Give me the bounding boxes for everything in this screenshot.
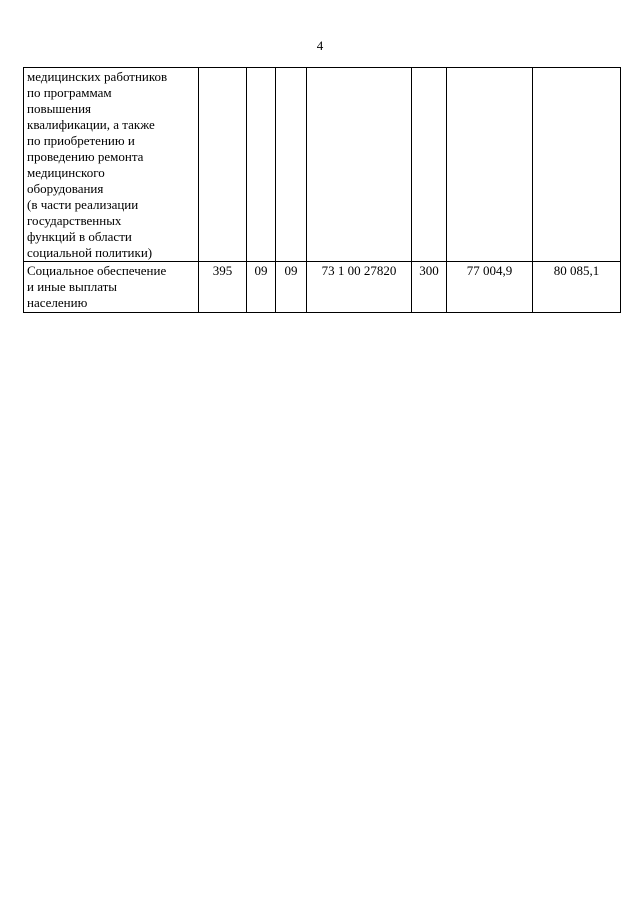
section-code-cell bbox=[247, 68, 276, 262]
target-article-cell bbox=[307, 68, 412, 262]
amount-year-1-cell bbox=[447, 68, 533, 262]
section-code-cell: 09 bbox=[247, 262, 276, 313]
amount-year-2-cell: 80 085,1 bbox=[533, 262, 621, 313]
row-name-cell: Социальное обеспечение и иные выплаты населению bbox=[24, 262, 199, 313]
expense-type-cell: 300 bbox=[412, 262, 447, 313]
subsection-code-cell: 09 bbox=[276, 262, 307, 313]
expense-type-cell bbox=[412, 68, 447, 262]
ministry-code-cell: 395 bbox=[199, 262, 247, 313]
amount-year-1-cell: 77 004,9 bbox=[447, 262, 533, 313]
target-article-cell: 73 1 00 27820 bbox=[307, 262, 412, 313]
amount-year-2-cell bbox=[533, 68, 621, 262]
budget-table bbox=[23, 67, 621, 313]
table-row bbox=[24, 262, 621, 313]
subsection-code-cell bbox=[276, 68, 307, 262]
table-row bbox=[24, 68, 621, 262]
page-number: 4 bbox=[316, 38, 324, 53]
row-name-cell: медицинских работников по программам повышения квалификации, а также по приобретению и проведению ремонта медицинского оборудования (в части реализации государственных функций в области социальной политики) bbox=[24, 68, 199, 262]
ministry-code-cell bbox=[199, 68, 247, 262]
